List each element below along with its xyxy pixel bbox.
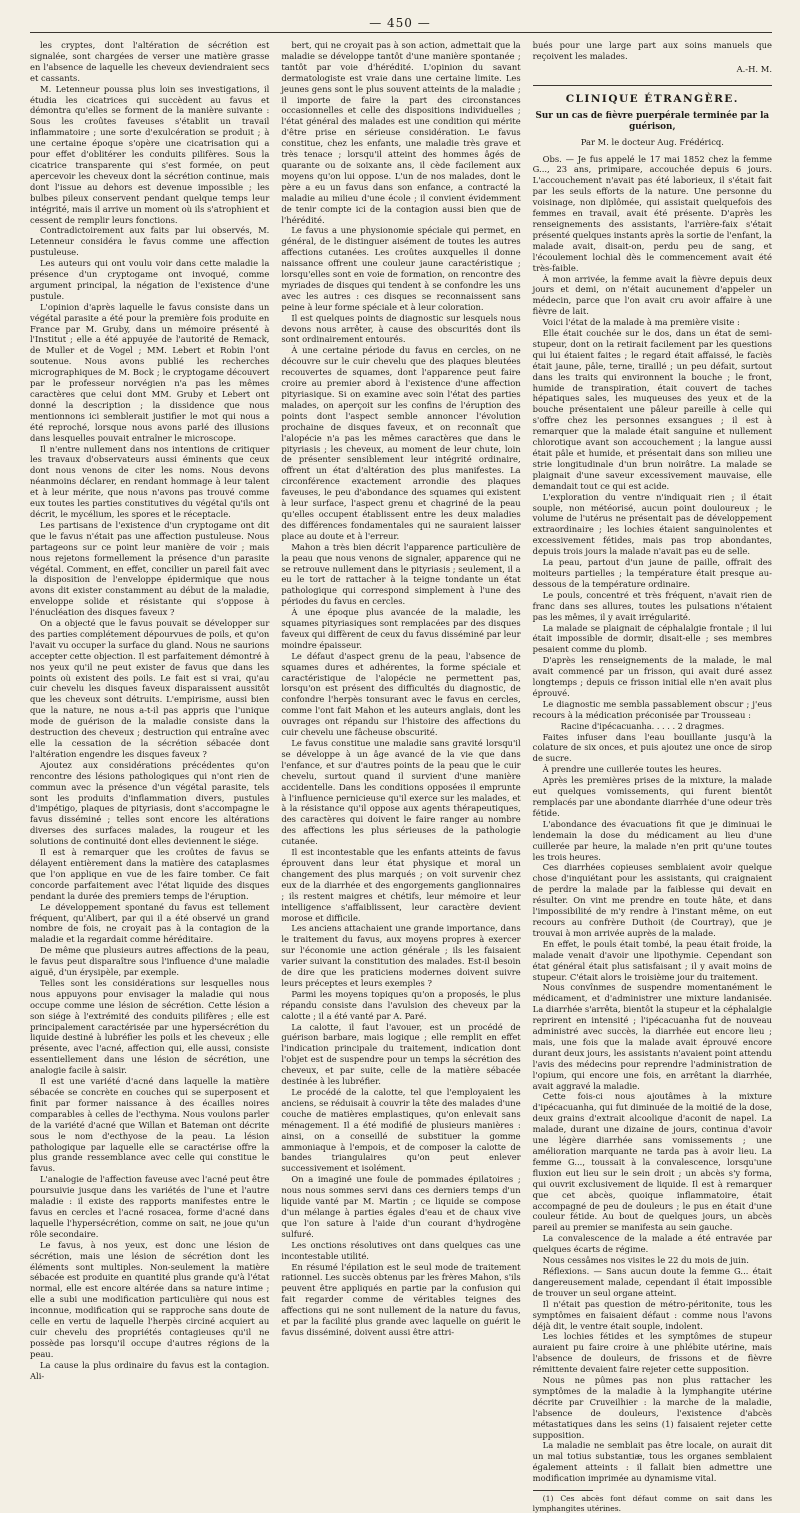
byline: Par M. le docteur Aug. Frédéricq. <box>580 136 724 147</box>
case-report-part2 <box>533 732 772 1485</box>
paragraph: On a objecté que le favus pouvait se développer sur des parties complétement dépourvues de poils, et qu'on l'avait vu occuper la surface du gland. Nous ne saurions accepter cette objection. Il est parfaitement démontré à nos yeux qu'il ne peut exister de favus que dans les points où existent des poils. Le fait est si vrai, qu'au cuir chevelu les disques faveux disparaissent aussitôt que les cheveux sont détruits. L'empirisme, aussi bien que la nature, ne nous a-t-il pas appris que l'unique mode de guérison de la maladie consiste dans la destruction des cheveux ; destruction qui entraîne avec elle la cessation de la sécrétion sébacée dont l'altération engendre les disques faveux ? <box>30 618 270 759</box>
section-title: CLINIQUE ÉTRANGÈRE. <box>533 85 772 105</box>
paragraph: Faites infuser dans l'eau bouillante jusqu'à la colature de six onces, et puis ajoutez une once de sirop de sucre. <box>532 731 772 764</box>
paragraph: À mon arrivée, la femme avait la fièvre depuis deux jours et demi, on n'était aucunement d'appeler un médecin, parce que l'on avait cru avoir affaire à une fièvre de lait. <box>532 273 772 317</box>
column-middle <box>281 40 521 1337</box>
paragraph: Contradictoirement aux faits par lui observés, M. Letenneur considéra le favus comme une affection pustuleuse. <box>30 225 270 258</box>
paragraph: Il n'était pas question de métro-péritonite, tous les symptômes en faisaient défaut : comme nous l'avons déjà dit, le ventre était souple, indolent. <box>532 1298 772 1331</box>
paragraph: Le procédé de la calotte, tel que l'employaient les anciens, se réduisait à couvrir la tête des malades d'une couche de matières emplastiques, qu'on enlevait sans ménagement. Il a été modifié de plusieurs manières : ainsi, on a conseillé de substituer la gomme ammoniaque à l'empois, et de composer la calotte de bandes triangulaires qu'on peut enlever successivement et isolément. <box>281 1087 521 1174</box>
paragraph: Nous convînmes de suspendre momentanément le médicament, et d'administrer une mixture landanisée. La diarrhée s'arrêta, bientôt la stupeur et la céphalalgie reprirent en intensité ; l'ipécacuanha fut de nouveau administré avec succès, la diarrhée eut encore lieu ; mais, une fois que la malade avait éprouvé encore durant deux jours, les assistants n'avaient point attendu l'avis des médecins pour reprendre l'administration de l'opium, qui encore une fois, en arrêtant la diarrhée, avait aggravé la maladie. <box>532 982 772 1091</box>
column-left <box>30 40 270 1381</box>
paragraph: On a imaginé une foule de pommades épilatoires ; nous nous sommes servi dans ces derniers temps d'un liquide vanté par M. Martin ; ce liquide se compose d'un mélange à parties égales d'eau et de chaux vive que l'on sature à l'aide d'un courant d'hydrogène sulfuré. <box>281 1174 521 1239</box>
text-columns <box>30 40 772 1513</box>
paragraph: M. Letenneur poussa plus loin ses investigations, il étudia les cicatrices qui succèdent au favus et démontra qu'elles se forment de la manière suivante : Sous les croûtes faveuses s'établit un travail inflammatoire ; une sorte d'exulcération se produit ; à une certaine époque s'opère une cicatrisation qui a pour effet d'oblitérer les conduits pilifères. Sous la cicatrice transparente qui s'est formée, on peut apercevoir les cheveux dont la sécrétion continue, mais dont l'issue au dehors est devenue impossible ; les bulbes pileux conservent pendant quelque temps leur intégrité, mais il arrive un moment où ils s'atrophient et cessent de remplir leurs fonctions. <box>30 83 270 225</box>
paragraph: Le pouls, concentré et très fréquent, n'avait rien de franc dans ses allures, toutes les pulsations n'étaient pas les mêmes, il y avait irrégularité. <box>532 589 772 622</box>
paragraph: Il est à remarquer que les croûtes de favus se délayent entièrement dans la matière des cataplasmes que l'on applique en vue de les faire tomber. Ce fait concorde parfaitement avec l'état liquide des disques pendant la durée des premiers temps de l'éruption. <box>30 847 270 901</box>
paragraph: Elle était couchée sur le dos, dans un état de semi-stupeur, dont on la retirait facilement par les questions qui lui étaient faites ; le regard était affaissé, le faciès était jaune, pâle, terne, tiraillé ; un peu défait, surtout dans les traits qui environnent la bouche ; le front, humide de transpiration, était couvert de taches hépatiques sales, les muqueuses des yeux et de la bouche présentaient une pâleur pareille à celle qui s'offre chez les personnes exsangues ; il est à remarquer que la malade était sanguine et nullement chlorotique avant son accouchement ; la langue aussi était pâle et humide, et présentait dans son milieu une strie longitudinale d'un brun noirâtre. La malade se plaignait d'une saveur excessivement mauvaise, elle demandait tout ce qui est acide. <box>532 328 772 491</box>
paragraph: Les lochies fétides et les symptômes de stupeur auraient pu faire croire à une phlébite utérine, mais l'absence de douleurs, de frissons et de fièvre rémittente devaient faire rejeter cette supposition. <box>532 1331 772 1375</box>
paragraph: Les partisans de l'existence d'un cryptogame ont dit que le favus n'était pas une affection pustuleuse. Nous partageons sur ce point leur manière de voir ; mais nous rejetons formellement la présence d'un parasite végétal. Comment, en effet, concilier un pareil fait avec la disposition de l'enveloppe épidermique que nous avons dit exister constamment au début de la maladie, enveloppe solide et résistante qui s'oppose à l'énucléation des disques faveux ? <box>30 519 270 618</box>
paragraph: Obs. — Je fus appelé le 17 mai 1852 chez la femme G..., 23 ans, primipare, accouchée depuis 6 jours. L'accouchement n'avait pas été laborieux, il s'était fait par les seuls efforts de la nature. Une personne du voisinage, non diplômée, qui assistait quelquefois des femmes en travail, avait été présente. D'après les renseignements des assistants, l'arrière-faix s'était présenté quelques instants après la sortie de l'enfant, la malade avait, disait-on, perdu peu de sang, et l'écoulement lochial dès le commencement avait été très-faible. <box>532 153 772 273</box>
paragraph: Les onctions résolutives ont dans quelques cas une incontestable utilité. <box>281 1239 521 1261</box>
paragraph: À prendre une cuillerée toutes les heures. <box>542 764 722 775</box>
paragraph: De même que plusieurs autres affections de la peau, le favus peut disparaître sous l'influence d'une maladie aiguë, d'un érysipèle, par exemple. <box>30 945 270 978</box>
paragraph: L'abondance des évacuations fit que je diminuai le lendemain la dose du médicament au lieu d'une cuillerée par heure, la malade n'en prit qu'une toutes les trois heures. <box>532 818 772 862</box>
footnote-rule <box>533 1490 593 1491</box>
paragraph: bert, qui ne croyait pas à son action, admettait que la maladie se développe tantôt d'une manière spontanée ; tantôt par voie d'hérédité. L'opinion du savant dermatologiste est vraie dans une certaine limite. Les jeunes gens sont le plus souvent atteints de la maladie ; il importe de faire la part des circonstances occasionnelles et celle des dispositions individuelles ; l'état général des malades est une condition qui mérite d'être prise en sérieuse considération. Le favus constitue, chez les enfants, une maladie très grave et très tenace ; lorsqu'il atteint des hommes âgés de quarante ou de soixante ans, il cède facilement aux moyens qu'on lui oppose. L'un de nos malades, dont le père a eu un favus dans son enfance, a contracté la maladie au milieu d'une école ; il convient évidemment de tenir compte ici de la contagion aussi bien que de l'hérédité. <box>281 40 521 225</box>
article-title: Sur un cas de fièvre puerpérale terminée par la guérison, <box>535 110 770 132</box>
paragraph: Après les premières prises de la mixture, la malade eut quelques vomissements, qui furent bientôt remplacés par une abondante diarrhée d'une odeur très fétide. <box>532 775 772 818</box>
paragraph: Parmi les moyens topiques qu'on a proposés, le plus répandu consiste dans l'avulsion des cheveux par la calotte ; il a été vanté par A. Paré. <box>281 988 521 1021</box>
paragraph: À une certaine période du favus en cercles, on ne découvre sur le cuir chevelu que des plaques bleutées recouvertes de squames, dont l'apparence peut faire croire au premier abord à l'existence d'une affection pityriasique. Si on examine avec soin l'état des parties malades, on aperçoit sur les confins de l'éruption des points dont l'aspect semble annoncer l'évolution prochaine de disques faveux, et on reconnaît que l'alopécie n'a pas les mêmes caractères que dans le pityriasis ; les cheveux, au moment de leur chute, loin de présenter sensiblement leur intégrité ordinaire, offrent un état d'altération des plus manifestes. La circonférence exactement arrondie des plaques faveuses, le peu d'abondance des squames qui existent à leur surface, l'aspect grenu et chagriné de la peau qu'elles occupent établissent entre les deux maladies des différences fondamentales qui ne sauraient laisser place au doute et à l'erreur. <box>281 345 521 541</box>
paragraph: Il est incontestable que les enfants atteints de favus éprouvent dans leur état physique et moral un changement des plus marqués ; on voit survenir chez eux de la diarrhée et des engorgements ganglionnaires ; ils restent maigres et chétifs, leur mémoire et leur intelligence s'affaiblissent, leur caractère devient morose et difficile. <box>281 847 521 923</box>
paragraph: Le diagnostic me sembla passablement obscur ; j'eus recours à la médication préconisée par Trousseau : <box>532 698 772 720</box>
paragraph: Nous cessâmes nos visites le 22 du mois de juin. <box>542 1255 749 1266</box>
case-report-part1 <box>533 154 772 721</box>
paragraph: En effet, le pouls était tombé, la peau était froide, la malade venait d'avoir une lipothymie. Cependant son état général était plus satisfaisant ; il y avait moins de stupeur. C'était alors le troisième jour du traitement. <box>532 938 772 982</box>
paragraph: Ces diarrhées copieuses semblaient avoir quelque chose d'inquiétant pour les assistants, qui craignaient de perdre la malade par la faiblesse qui devait en résulter. On vint me prendre en toute hâte, et dans l'impossibilité de m'y rendre à l'instant même, on eut recours au confrère Duthoit (de Courtray), que je trouvai à mon arrivée auprès de la malade. <box>532 862 772 938</box>
author-signature: A.-H. M. <box>736 63 772 74</box>
header-rule <box>30 32 772 33</box>
paragraph: Cette fois-ci nous ajoutâmes à la mixture d'ipécacuanha, qui fut diminuée de la moitié de la dose, deux grains d'extrait alcoolique d'aconit de napel. La malade, durant une dizaine de jours, continua d'avoir une légère diarrhée sans vomissements ; une amélioration marquante ne tarda pas à avoir lieu. La femme G..., toussait à la convalescence, lorsqu'une fluxion eut lieu sur le sein droit ; un abcès s'y forma, qui ouvrit exclusivement de liquide. Il est à remarquer que cet abcès, quoique inflammatoire, était accompagné de peu de douleurs ; le pus en était d'une couleur fétide. Au bout de quelques jours, un abcès pareil au premier se manifesta au sein gauche. <box>532 1091 772 1233</box>
paragraph: La peau, partout d'un jaune de paille, offrait des moiteurs partielles ; la température était presque au-dessous de la température ordinaire. <box>532 557 772 589</box>
paragraph: La calotte, il faut l'avouer, est un procédé de guérison barbare, mais logique ; elle remplit en effet l'indication principale du traitement, indication dont l'objet est de suspendre pour un temps la sécrétion des cheveux, et par suite, celle de la matière sébacée destinée à les lubréfier. <box>281 1021 521 1087</box>
paragraph: Telles sont les considérations sur lesquelles nous nous appuyons pour envisager la maladie qui nous occupe comme une lésion de sécrétion. Cette lésion a son siége à l'extrémité des conduits pilifères ; elle est principalement caractérisée par une hypersécrétion du liquide destiné à lubréfier les poils et les cheveux ; elle présente, avec l'acné, affection qui, elle aussi, consiste essentiellement dans une lésion de sécrétion, une analogie facile à saisir. <box>30 977 270 1076</box>
page-number: — 450 — <box>369 16 431 30</box>
paragraph: Le favus a une physionomie spéciale qui permet, en général, de le distinguer aisément de toutes les autres affections cutanées. Les croûtes auxquelles il donne naissance offrent une couleur jaune caractéristique ; lorsqu'elles sont en voie de formation, on rencontre des myriades de disques qui tendent à se confondre les uns avec les autres : ces disques se reconnaissent sans peine à leur forme spéciale et à leur coloration. <box>281 225 521 312</box>
footnote: (1) Ces abcès font défaut comme on sait dans les lymphangites utérines. <box>532 1494 772 1513</box>
paragraph: La cause la plus ordinaire du favus est la contagion. Ali- <box>30 1359 270 1381</box>
paragraph: L'analogie de l'affection faveuse avec l'acné peut être poursuivie jusque dans les variétés de l'une et l'autre maladie : il existe des rapports manifestes entre le favus en cercles et l'acné rosacea, forme d'acné dans laquelle l'hypersécrétion, comme on sait, ne joue qu'un rôle secondaire. <box>30 1174 270 1239</box>
paragraph: La malade se plaignait de céphalalgie frontale ; il lui était impossible de dormir, disait-elle ; ses membres pesaient comme du plomb. <box>532 622 772 655</box>
column3-intro: bués pour une large part aux soins manuels que reçoivent les malades. <box>532 40 772 61</box>
paragraph: Mahon a très bien décrit l'apparence particulière de la peau que nous venons de signaler, apparence qui ne se retrouve nullement dans le pityriasis ; seulement, il a eu le tort de rattacher à la teigne tondante un état pathologique qui correspond simplement à l'une des périodes du favus en cercles. <box>281 541 521 607</box>
paragraph: Le favus, à nos yeux, est donc une lésion de sécrétion, mais une lésion de sécrétion dont les éléments sont multiples. Non-seulement la matière sébacée est produite en quantité plus grande qu'à l'état normal, elle est encore altérée dans sa nature intime ; elle a subi une modification particulière qui nous est inconnue, modification qui se rapproche sans doute de celle en vertu de laquelle l'herpès circiné acquiert au cuir chevelu des propriétés contagieuses qu'il ne possède pas lorsqu'il occupe d'autres régions de la peau. <box>30 1239 270 1359</box>
paragraph: Le développement spontané du favus est tellement fréquent, qu'Alibert, par qui il a été observé un grand nombre de fois, ne croyait pas à la contagion de la maladie et la regardait comme héréditaire. <box>30 901 270 945</box>
paragraph: les cryptes, dont l'altération de sécrétion est signalée, sont chargées de verser une matière grasse en l'absence de laquelle les cheveux deviendraient secs et cassants. <box>30 40 270 83</box>
prescription-line: Racine d'ipécacuanha. . . . . 2 dragmes. <box>560 720 725 731</box>
paragraph: En résumé l'épilation est le seul mode de traitement rationnel. Les succès obtenus par les frères Mahon, s'ils peuvent être appliqués en partie par la confusion qui fait regarder comme de véritables teignes des affections qui ne sont nullement de la nature du favus, et par la facilité plus grande avec laquelle on guérit le favus disséminé, doivent aussi être attri- <box>281 1261 521 1337</box>
paragraph: Voici l'état de la malade à ma première visite : <box>542 317 740 328</box>
paragraph: Ajoutez aux considérations précédentes qu'on rencontre des lésions pathologiques qui n'ont rien de commun avec la présence d'un végétal parasite, tels sont les produits d'inflammation divers, pustules d'impétigo, plaques de pityriasis, dont s'accompagne le favus disséminé ; telles sont encore les altérations diverses des surfaces malades, la rougeur et les solutions de continuité dont elles deviennent le siége. <box>30 759 270 847</box>
paragraph: La convalescence de la malade a été entravée par quelques écarts de régime. <box>532 1233 772 1255</box>
paragraph: Il est une variété d'acné dans laquelle la matière sébacée se concrète en couches qui se superposent et finit par former naissance à des écailles noires comparables à celles de l'ecthyma. Nous voulons parler de la variété d'acné que Willan et Bateman ont décrite sous le nom d'ecthyose de la peau. La lésion pathologique par laquelle elle se caractérise offre la plus grande ressemblance avec celle qui constitue le favus. <box>30 1076 270 1174</box>
paragraph: Le favus constitue une maladie sans gravité lorsqu'il se développe à un âge avancé de la vie que dans l'enfance, et sur d'autres points de la peau que le cuir chevelu, surtout quand il survient d'une manière accidentelle. Dans les conditions opposées il emprunte à l'influence pernicieuse qu'il exerce sur les malades, et à la résistance qu'il oppose aux agents thérapeutiques, des caractères qui doivent le faire ranger au nombre des affections les plus sérieuses de la pathologie cutanée. <box>281 738 521 847</box>
paragraph: Les anciens attachaient une grande importance, dans le traitement du favus, aux moyens propres à exercer sur l'économie une action générale ; ils les faisaient varier suivant la constitution des malades. Est-il besoin de dire que les praticiens modernes doivent suivre leurs préceptes et leurs exemples ? <box>281 923 521 988</box>
paragraph: L'exploration du ventre n'indiquait rien ; il était souple, non météorisé, aucun point douloureux ; le volume de l'utérus ne présentait pas de développement extraordinaire ; les lochies étaient sanguinolentes et excessivement fétides, mais pas trop abondantes, depuis trois jours la malade n'avait pas eu de selle. <box>532 491 772 557</box>
paragraph: L'opinion d'après laquelle le favus consiste dans un végétal parasite a été pour la première fois produite en France par M. Gruby, dans un mémoire présenté à l'Institut ; elle a été appuyée de l'autorité de Remack, de Muller et de Vogel ; MM. Lebert et Robin l'ont soutenue. Nous avons publié les recherches micrographiques de M. Bock ; le cryptogame découvert par le professeur norvégien n'a pas les mêmes caractères que celui dont MM. Gruby et Lebert ont donné la description ; la dissidence que nous mentionnons ici semblerait justifier le mot qui nous a été reproché, lorsque nous avons parlé des illusions dans lesquelles pouvait entraîner le microscope. <box>30 301 270 443</box>
column-right <box>532 40 772 1513</box>
paragraph: D'après les renseignements de la malade, le mal avait commencé par un frisson, qui avait duré assez longtemps ; depuis ce frisson initial elle n'en avait plus éprouvé. <box>532 655 772 698</box>
paragraph: La maladie ne semblait pas être locale, on aurait dit un mal totius substantiæ, tous les organes semblaient également atteints : il fallait bien admettre une modification imprimée au dynamisme vital. <box>532 1440 772 1484</box>
paragraph: Il est quelques points de diagnostic sur lesquels nous devons nous arrêter, à cause des obscurités dont ils sont ordinairement entourés. <box>281 312 521 345</box>
paragraph: Il n'entre nullement dans nos intentions de critiquer les travaux d'observateurs aussi éminents que ceux dont nous venons de citer les noms. Nous devons néanmoins déclarer, en rendant hommage à leur talent et à leur mérite, que nous n'avons pas trouvé comme eux toutes les parties constitutives du végétal qu'ils ont décrit, le mycélium, les spores et le réceptacle. <box>30 443 270 519</box>
paragraph: Les auteurs qui ont voulu voir dans cette maladie la présence d'un cryptogame ont invoqué, comme argument principal, la négation de l'existence d'une pustule. <box>30 258 270 301</box>
paragraph: Le défaut d'aspect grenu de la peau, l'absence de squames dures et adhérentes, la forme spéciale et caractéristique de l'alopécie ne permettent pas, lorsqu'on est présent des difficultés du diagnostic, de confondre l'herpès tonsurant avec le favus en cercles, comme l'ont fait Mahon et les auteurs anglais, dont les ouvrages ont répandu sur l'histoire des affections du cuir chevelu une fâcheuse obscurité. <box>281 650 521 738</box>
paragraph: Nous ne pûmes pas non plus rattacher les symptômes de la maladie à la lymphangite utérine décrite par Cruveilhier : la marche de la maladie, l'absence de douleurs, l'existence d'abcès métastatiques dans les seins (1) faisaient rejeter cette supposition. <box>532 1375 772 1440</box>
paragraph: Réflexions. — Sans aucun doute la femme G... était dangereusement malade, cependant il était impossible de trouver un seul organe atteint. <box>532 1265 772 1298</box>
paragraph: À une époque plus avancée de la maladie, les squames pityriasiques sont remplacées par des disques faveux qui diffèrent de ceux du favus disséminé par leur moindre épaisseur. <box>281 607 521 650</box>
